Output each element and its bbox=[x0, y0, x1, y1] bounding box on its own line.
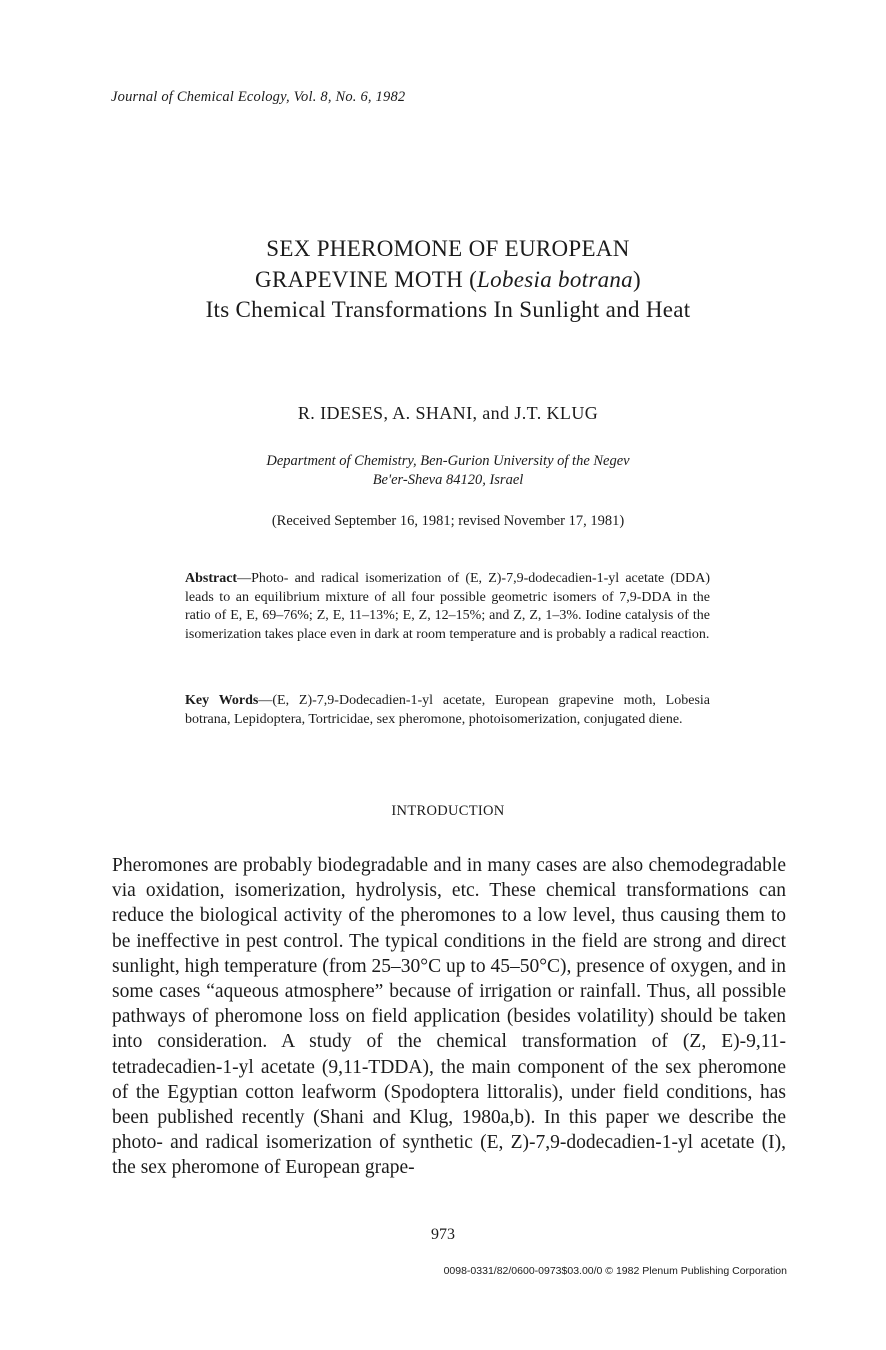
title-line-2-prefix: GRAPEVINE MOTH ( bbox=[255, 266, 478, 292]
title-line-2 bbox=[0, 265, 886, 296]
article-subtitle: Its Chemical Transformations In Sunlight and Heat bbox=[205, 297, 691, 322]
abstract-text: —Photo- and radical isomerization of (E, Z)-7,9-dodecadien-1-yl acetate (DDA) leads to an equilibrium mixture of all four possible geometric isomers of 7,9-DDA in the ratio of E, E, 69–76%; Z, E, 11–13%; E, Z, 12–15%; and Z, Z, 1–3%. Iodine catalysis of the isomerization takes place even in dark at room temperature and is probably a radical reaction. bbox=[185, 571, 710, 642]
key-words-text: —(E, Z)-7,9-Dodecadien-1-yl acetate, European grapevine moth, Lobesia botrana, Lepidoptera, Tortricidae, sex pheromone, photoisomerization, conjugated diene. bbox=[185, 693, 710, 727]
title-line-2-suffix: ) bbox=[632, 266, 641, 292]
affiliation-line-1: Department of Chemistry, Ben-Gurion University of the Negev bbox=[266, 453, 630, 469]
received-dates: (Received September 16, 1981; revised November 17, 1981) bbox=[271, 513, 625, 529]
author-list: R. IDESES, A. SHANI, and J.T. KLUG bbox=[297, 403, 599, 423]
section-heading-introduction: INTRODUCTION bbox=[391, 803, 505, 819]
abstract bbox=[185, 570, 710, 644]
key-words-heading: Key Words bbox=[185, 693, 259, 708]
title-line-1: SEX PHEROMONE OF EUROPEAN bbox=[266, 236, 630, 261]
title-species: Lobesia botrana bbox=[477, 266, 633, 292]
affiliation bbox=[0, 452, 886, 490]
introduction-paragraph: Pheromones are probably biodegradable and in many cases are also chemodegradable via oxidation, isomerization, hydrolysis, etc. These chemical transformations can reduce the biological activity of the pheromones to a low level, thus causing them to be ineffective in pest control. The typical conditions in the field are strong and direct sunlight, high temperature (from 25–30°C up to 45–50°C), presence of oxygen, and in some cases “aqueous atmosphere” because of irrigation or rainfall. Thus, all possible pathways of pheromone loss on field application (besides volatility) should be taken into consideration. A study of the chemical transformation of (Z, E)-9,11-tetradecadien-1-yl acetate (9,11-TDDA), the main component of the sex pheromone of the Egyptian cotton leafworm (Spodoptera littoralis), under field conditions, has been published recently (Shani and Klug, 1980a,b). In this paper we describe the photo- and radical isomerization of synthetic (E, Z)-7,9-dodecadien-1-yl acetate (I), the sex pheromone of European grape- bbox=[112, 855, 786, 1179]
article-title bbox=[0, 234, 886, 326]
page-number: 973 bbox=[431, 1226, 455, 1243]
copyright-line: 0098-0331/82/0600-0973$03.00/0 © 1982 Plenum Publishing Corporation bbox=[443, 1265, 787, 1277]
key-words bbox=[185, 692, 710, 729]
affiliation-line-2: Be'er-Sheva 84120, Israel bbox=[372, 472, 524, 488]
abstract-heading: Abstract bbox=[185, 571, 238, 586]
journal-header: Journal of Chemical Ecology, Vol. 8, No. 6, 1982 bbox=[111, 89, 406, 105]
